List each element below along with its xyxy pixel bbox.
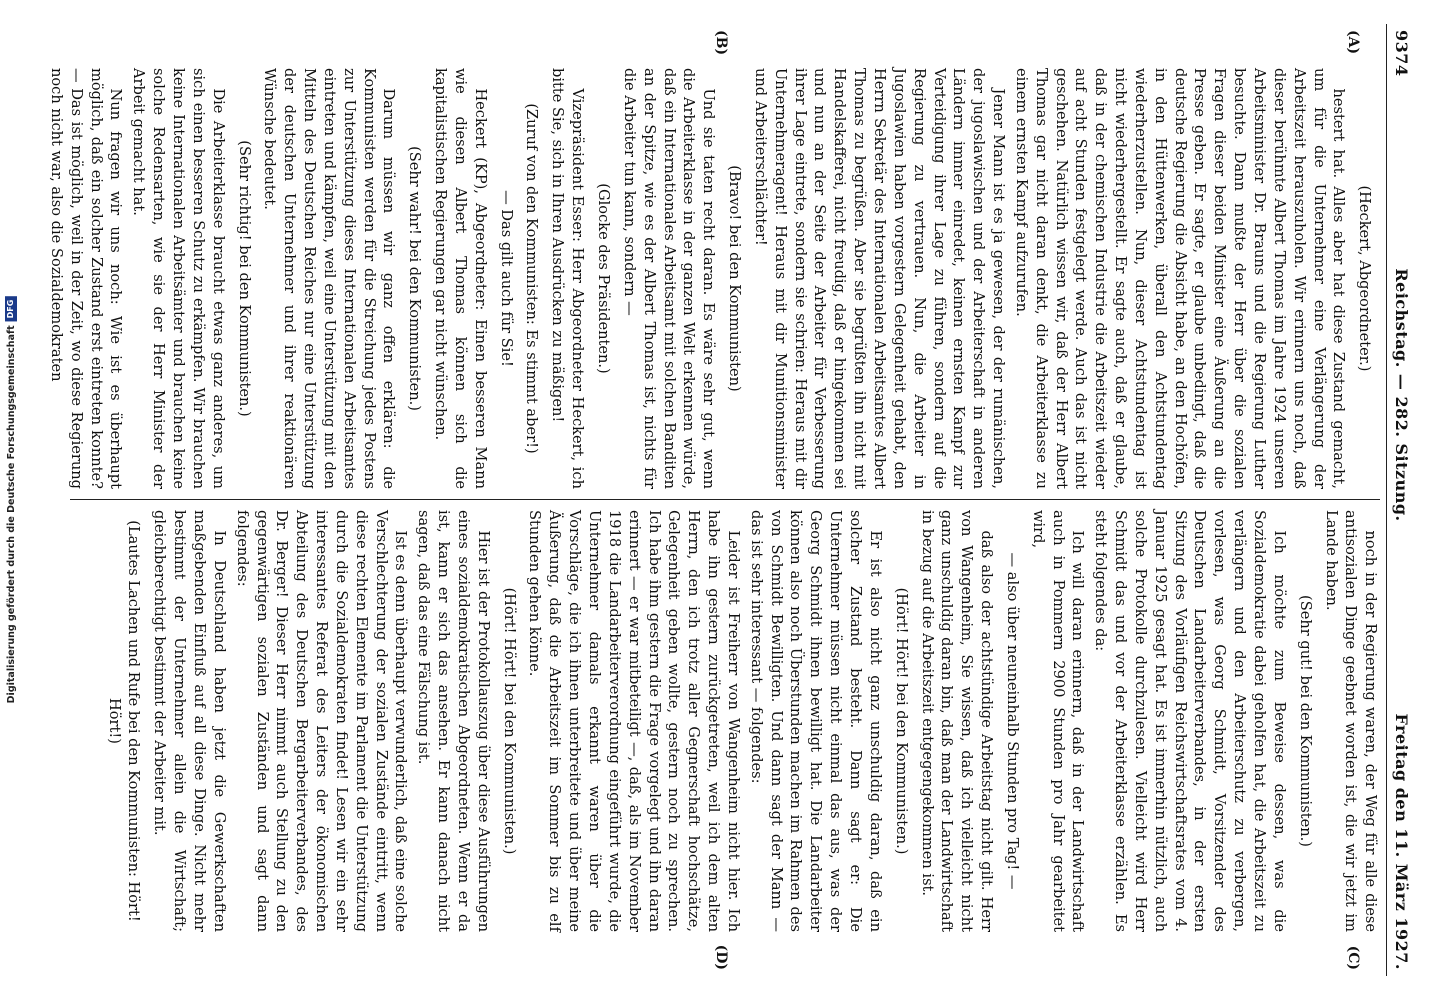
paragraph: noch in der Regierung waren, der Weg für alle diese antisozialen Dinge geebnet worden ist, die wir jetzt im Lande haben. [1322,510,1380,932]
paragraph: (Hört! Hört! bei den Kommunisten.) [892,587,910,855]
paragraph: Er ist also nicht ganz unschuldig daran, daß ein solcher Zustand besteht. Dann sagt er: Die Unternehmer müssen nicht einmal das aus, was der Georg Schmidt ihnen bewilligt hat. Die Landarbeiter können also noch Überstunden machen im Rahmen des von Schmidt Bewilligten. Und dann sagt der Mann — das ist sehr interessant — folgendes: [747,510,884,932]
paragraph: (Hört! Hört! bei den Kommunisten.) [500,587,518,855]
paragraph: Und sie taten recht daran. Es wäre sehr gut, wenn die Arbeiterklasse in der ganzen Welt erkennen würde, daß ein Internationales Arbeitsamt mit solchen Banditen an der Spitze, wie es der Albert Thomas ist, nichts für die Arbeiter tun kann, sondern — [620,68,718,489]
paragraph: (Bravo! bei den Kommunisten) [726,165,744,392]
paragraph: Ich will daran erinnern, daß in der Landwirtschaft auch in Pommern 2900 Stunden pro Jahr gearbeitet wird, [1029,510,1087,932]
paragraph: — Das gilt auch für Sie! [497,190,515,367]
paragraph: — also über neuneinhalb Stunden pro Tag! — [1003,552,1021,890]
margin-marker-d: (D) [713,944,730,970]
side-notice-text: Digitalisierung gefördert durch die Deutsche Forschungsgemeinschaft [5,325,17,704]
paragraph: Leider ist Freiherr von Wangenheim nicht hier. Ich habe ihn gestern zurückgetreten, weil ich dem alten Herrn, den ich trotz aller Gegnerschaft hochschätze, Gelegenheit geben wollte, gestern noch zu sprechen. Ich habe ihm gestern die Frage vorgelegt und ihn daran erinnert — er war mitbeteiligt —, daß, als im November 1918 die Landarbeiterverordnung eingeführt wurde, die Unternehmer damals erkannt waren über die Vorschläge, die ich ihnen unterbreitete und über meine Äußerung, daß die Arbeitszeit im Sommer bis zu elf Stunden gehen könne. [526,510,742,932]
right-column [70,500,1380,976]
paragraph: (Heckert, Abgeordneter.) [1356,185,1374,372]
paragraph: (Zuruf von den Kommunisten: Es stimmt aber!) [523,103,541,454]
paragraph: (Sehr richtig! bei den Kommunisten.) [235,140,253,417]
margin-marker-c: (C) [1345,945,1362,970]
paragraph: Die Arbeiterklasse braucht etwas ganz anderes, um sich einen besseren Schutz zu erkämpfen. Wir brauchen keine Internationalen Arbeitsämter und brauchen keine solche Redensarten, wie sie der Herr Minister der Arbeit gemacht hat. [130,68,227,489]
document-page [47,10,1422,990]
paragraph: Heckert (KP), Abgeordneter: Einen besseren Mann wie diesen Albert Thomas können sich die kapitalistischen Regierungen gar nicht wünschen. [432,68,489,489]
scanned-page-area [40,0,1434,1000]
margin-marker-b: (B) [713,30,730,56]
paragraph: Ist es denn überhaupt verwunderlich, daß eine solche Verschlechterung der sozialen Zustände eintritt, wenn diese rechten Elemente im Parlament die Unterstützung durch die Sozialdemokraten findet! Lesen wir ein sehr interessantes Referat des Leiters der ökonomischen Abteilung des Deutschen Bergarbeiterverbandes, des Dr. Berger! Dieser Herr nimmt auch Stellung zu den gegenwärtigen sozialen Zuständen und sagt dann folgendes: [233,510,410,932]
paragraph: In Deutschland haben jetzt die Gewerkschaften maßgebenden Einfluß auf all diese Dinge. Nicht mehr bestimmt der Unternehmer allein die Wirtschaft; gleichberechtigt bestimmt der Arbeiter mit. [151,510,228,932]
paragraph: hestert hat. Alles aber hat diese Zustand gemacht, um für die Unternehmer eine Verlängerung der Arbeitszeit herauszuholen. Wir erinnern uns noch, daß dieser berühmte Albert Thomas im Jahre 1924 unseren Arbeitsminister Dr. Brauns und die Regierung Luther besuchte. Dann mußte der Herr über die sozialen Fragen dieser beiden Minister eine Äußerung an die Presse geben. Er sagte, er glaube unbedingt, daß die deutsche Regierung die Absicht habe, an den Hochöfen, in den Hüttenwerken, überall den Achtstundentag wiederherzustellen. Nun, dieser Achtstundentag ist nicht wiederhergestellt. Er sagte auch, daß er glaube, daß in der chemischen Industrie die Arbeitszeit wieder auf acht Stunden festgelegt werde. Auch das ist nicht geschehen. Natürlich wissen wir, daß der Herr Albert Thomas gar nicht daran denkt, die Arbeiterklasse zu einem ernsten Kampf aufzurufen. [1012,68,1348,489]
text-columns [47,24,1380,976]
paragraph: Ich möchte zum Beweise dessen, was die Sozialdemokratie dabei geholfen hat, die Arbeitszeit zu verlängern und den Arbeiterschutz zu verbergen, vorlesen, was Georg Schmidt, Vorsitzender des Deutschen Landarbeiterverbandes, in der ersten Sitzung des Vorläufigen Reichswirtschaftsrates vom 4. Januar 1925 gesagt hat. Es ist immerhin nützlich, auch solche Protokolle durchzulesen. Vielleicht wird Herr Schmidt das und vor der Arbeiterklasse erzählen. Es steht folgendes da: [1092,510,1288,932]
paragraph: Darum müssen wir ganz offen erklären: die Kommunisten werden für die Streichung jedes Postens zur Unterstützung dieses Internationalen Arbeitsamtes eintreten und kämpfen, weil eine Unterstützung mit den Mitteln des Deutschen Reiches nur eine Unterstützung der deutschen Unternehmer und ihrer reaktionären Wünsche bedeutet. [261,68,398,489]
paragraph: (Glocke des Präsidenten.) [595,183,613,374]
running-head [1386,24,1412,976]
paragraph: Nun fragen wir uns noch: Wie ist es überhaupt möglich, daß ein solcher Zustand erst eintreten konnte? — Das ist möglich, weil in der Zeit, wo diese Regierung noch nicht war, also die Sozialdemokraten [47,68,125,489]
dfg-logo: DFG [5,297,17,322]
header-session: Reichstag. — 282. Sitzung. [1392,268,1411,522]
paragraph: (Lautes Lachen und Rufe bei den Kommunisten: Hört! Hört!) [105,520,143,922]
paragraph: daß also der achtstündige Arbeitstag nicht gilt. Herr von Wangenheim, Sie wissen, daß ich vielleicht nicht ganz unschuldig daran bin, daß man der Landwirtschaft in bezug auf die Arbeitszeit entgegengekommen ist. [918,510,996,932]
paragraph: Hier ist der Protokollauszug über diese Ausführungen eines sozialdemokratischen Abgeordneten. Wenn er da ist, kann er sich das ansehen. Er kann danach nicht sagen, daß das eine Fälschung ist. [415,510,492,932]
paragraph: (Sehr wahr! bei den Kommunisten.) [406,146,424,411]
paragraph: Jener Mann ist es ja gewesen, der der rumänischen, der jugoslawischen und der Arbeiterschaft in anderen Ländern immer einredet, keinen ernsten Kampf zur Verteidigung ihrer Lage zu führen, sondern auf die Regierung zu vertrauen. Nun, die Arbeiter in Jugoslawien haben vorgestern Gelegenheit gehabt, den Herrn Sekretär des Internationalen Arbeitsamtes Albert Thomas zu begrüßen. Aber sie begrüßten ihn nicht mit Handelskafferei, nicht freudig, daß er hingekommen sei und nun an der Seite der Arbeiter für Verbesserung ihrer Lage eintrete, sondern sie schrien: Heraus mit dir Unternehmeragent! Heraus mit dir Munitionsminister und Arbeiterschlächter! [751,68,1008,489]
paragraph: Vizepräsident Esser: Herr Abgeordneter Heckert, ich bitte Sie, sich in Ihren Ausdrücken zu mäßigen! [549,68,587,489]
page-number: 9374 [1392,30,1411,77]
margin-marker-a: (A) [1345,30,1362,55]
side-notice [2,0,20,1000]
paragraph: (Sehr gut! bei den Kommunisten.) [1296,595,1314,847]
header-date: Freitag den 11. März 1927. [1392,713,1411,970]
left-column [47,24,1380,500]
